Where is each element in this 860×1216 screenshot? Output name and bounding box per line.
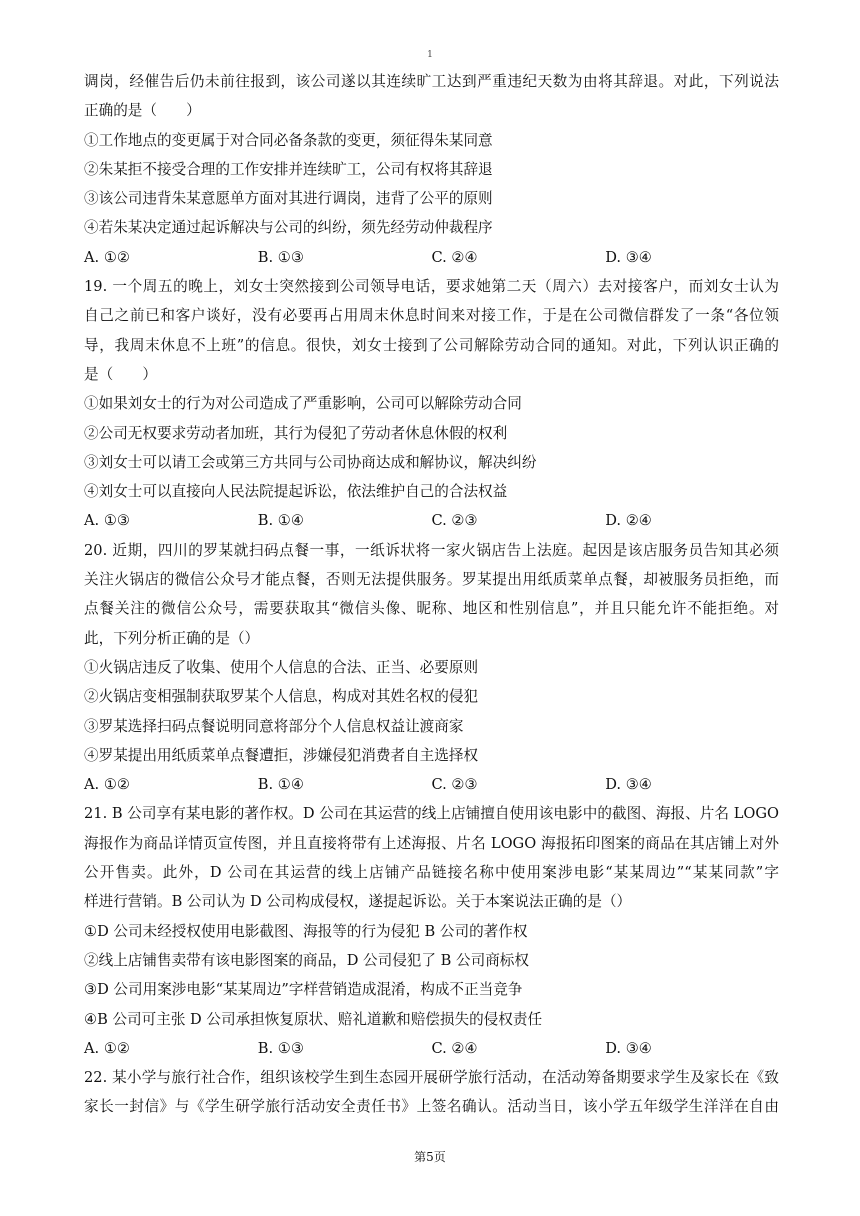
statement-item: ④刘女士可以直接向人民法院提起诉讼，依法维护自己的合法权益: [84, 483, 508, 501]
statement-item: ①D 公司未经授权使用电影截图、海报等的行为侵犯 B 公司的著作权: [84, 922, 528, 940]
answer-options: [84, 506, 779, 535]
page-content: [84, 67, 779, 1122]
question-text-line: 海报作为商品详情页宣传图，并且直接将带有上述海报、片名 LOGO 海报拓印图案的商品在其店铺上对外: [84, 834, 779, 852]
statement-item: ③该公司违背朱某意愿单方面对其进行调岗，违背了公平的原则: [84, 190, 493, 208]
question-text-line: 正确的是（ ）: [84, 102, 201, 120]
question-text-line: 样进行营销。B 公司认为 D 公司构成侵权，遂提起诉讼。关于本案说法正确的是（）: [84, 893, 632, 911]
question-text-line: 此，下列分析正确的是（）: [84, 629, 260, 647]
statement-item: ①火锅店违反了收集、使用个人信息的合法、正当、必要原则: [84, 658, 479, 676]
option-c: C. ②④: [431, 248, 478, 266]
statement-item: ②火锅店变相强制获取罗某个人信息，构成对其姓名权的侵犯: [84, 688, 479, 706]
statement-item: ①工作地点的变更属于对合同必备条款的变更，须征得朱某同意: [84, 131, 493, 149]
question-text-line: 点餐关注的微信公众号，需要获取其“微信头像、昵称、地区和性别信息”，并且只能允许不能拒绝。对: [84, 600, 779, 618]
header-mark: 1: [427, 50, 433, 60]
option-b: B. ①③: [257, 248, 304, 266]
question-text-line: 20. 近期，四川的罗某就扫码点餐一事，一纸诉状将一家火锅店告上法庭。起因是该店服务员告知其必须: [84, 541, 779, 559]
statement-item: ②朱某拒不接受合理的工作安排并连续旷工，公司有权将其辞退: [84, 160, 493, 178]
question-text-line: 家长一封信》与《学生研学旅行活动安全责任书》上签名确认。活动当日，该小学五年级学生洋洋在自由: [84, 1098, 779, 1116]
option-a: A. ①②: [84, 248, 130, 266]
question-text-line: 自己之前已和客户谈好，没有必要再占用周末休息时间来对接工作，于是在公司微信群发了一条“各位领: [84, 307, 779, 325]
page-number: 第5页: [414, 1150, 446, 1164]
statement-item: ③刘女士可以请工会或第三方共同与公司协商达成和解协议，解决纠纷: [84, 453, 537, 471]
option-b: B. ①④: [257, 776, 304, 794]
statement-item: ①如果刘女士的行为对公司造成了严重影响，公司可以解除劳动合同: [84, 395, 522, 413]
question-text-line: 是（ ）: [84, 365, 157, 383]
option-b: B. ①③: [257, 1039, 304, 1057]
question-text-line: 导，我周末休息不上班”的信息。很快，刘女士接到了公司解除劳动合同的通知。对此，下列认识正确的: [84, 336, 779, 354]
option-c: C. ②③: [431, 512, 478, 530]
question-text-line: 公开售卖。此外，D 公司在其运营的线上店铺产品链接名称中使用案涉电影“某某周边”“某某同款”字: [84, 864, 779, 882]
question-text-line: 21. B 公司享有某电影的著作权。D 公司在其运营的线上店铺擅自使用该电影中的截图、海报、片名 LOGO: [84, 805, 779, 823]
question-text-line: 19. 一个周五的晚上，刘女士突然接到公司领导电话，要求她第二天（周六）去对接客户，而刘女士认为: [84, 278, 779, 296]
answer-options: [84, 1034, 779, 1063]
option-a: A. ①②: [84, 1039, 130, 1057]
option-c: C. ②④: [431, 1039, 478, 1057]
option-a: A. ①②: [84, 776, 130, 794]
question-21: [84, 799, 779, 1063]
option-d: D. ③④: [605, 248, 652, 266]
question-18: [84, 67, 779, 272]
option-c: C. ②③: [431, 776, 478, 794]
option-d: D. ③④: [605, 1039, 652, 1057]
statement-item: ③罗某选择扫码点餐说明同意将部分个人信息权益让渡商家: [84, 717, 464, 735]
statement-item: ④罗某提出用纸质菜单点餐遭拒，涉嫌侵犯消费者自主选择权: [84, 746, 479, 764]
option-d: D. ③④: [605, 776, 652, 794]
statement-item: ③D 公司用案涉电影“某某周边”字样营销造成混淆，构成不正当竞争: [84, 981, 523, 999]
question-text-line: 22. 某小学与旅行社合作，组织该校学生到生态园开展研学旅行活动，在活动筹备期要求学生及家长在《致: [84, 1069, 779, 1087]
option-d: D. ②④: [605, 512, 652, 530]
answer-options: [84, 243, 779, 272]
statement-item: ④若朱某决定通过起诉解决与公司的纠纷，须先经劳动仲裁程序: [84, 219, 493, 237]
question-text-line: 调岗，经催告后仍未前往报到，该公司遂以其连续旷工达到严重违纪天数为由将其辞退。对此，下列说法: [84, 73, 779, 90]
option-b: B. ①④: [257, 512, 304, 530]
statement-item: ④B 公司可主张 D 公司承担恢复原状、赔礼道歉和赔偿损失的侵权责任: [84, 1010, 543, 1028]
question-19: [84, 272, 779, 536]
question-22: [84, 1063, 779, 1122]
statement-item: ②线上店铺售卖带有该电影图案的商品，D 公司侵犯了 B 公司商标权: [84, 951, 529, 969]
answer-options: [84, 770, 779, 799]
statement-item: ②公司无权要求劳动者加班，其行为侵犯了劳动者休息休假的权利: [84, 424, 508, 442]
question-20: [84, 536, 779, 800]
option-a: A. ①③: [84, 512, 130, 530]
question-text-line: 关注火锅店的微信公众号才能点餐，否则无法提供服务。罗某提出用纸质菜单点餐，却被服务员拒绝，而: [84, 571, 779, 589]
